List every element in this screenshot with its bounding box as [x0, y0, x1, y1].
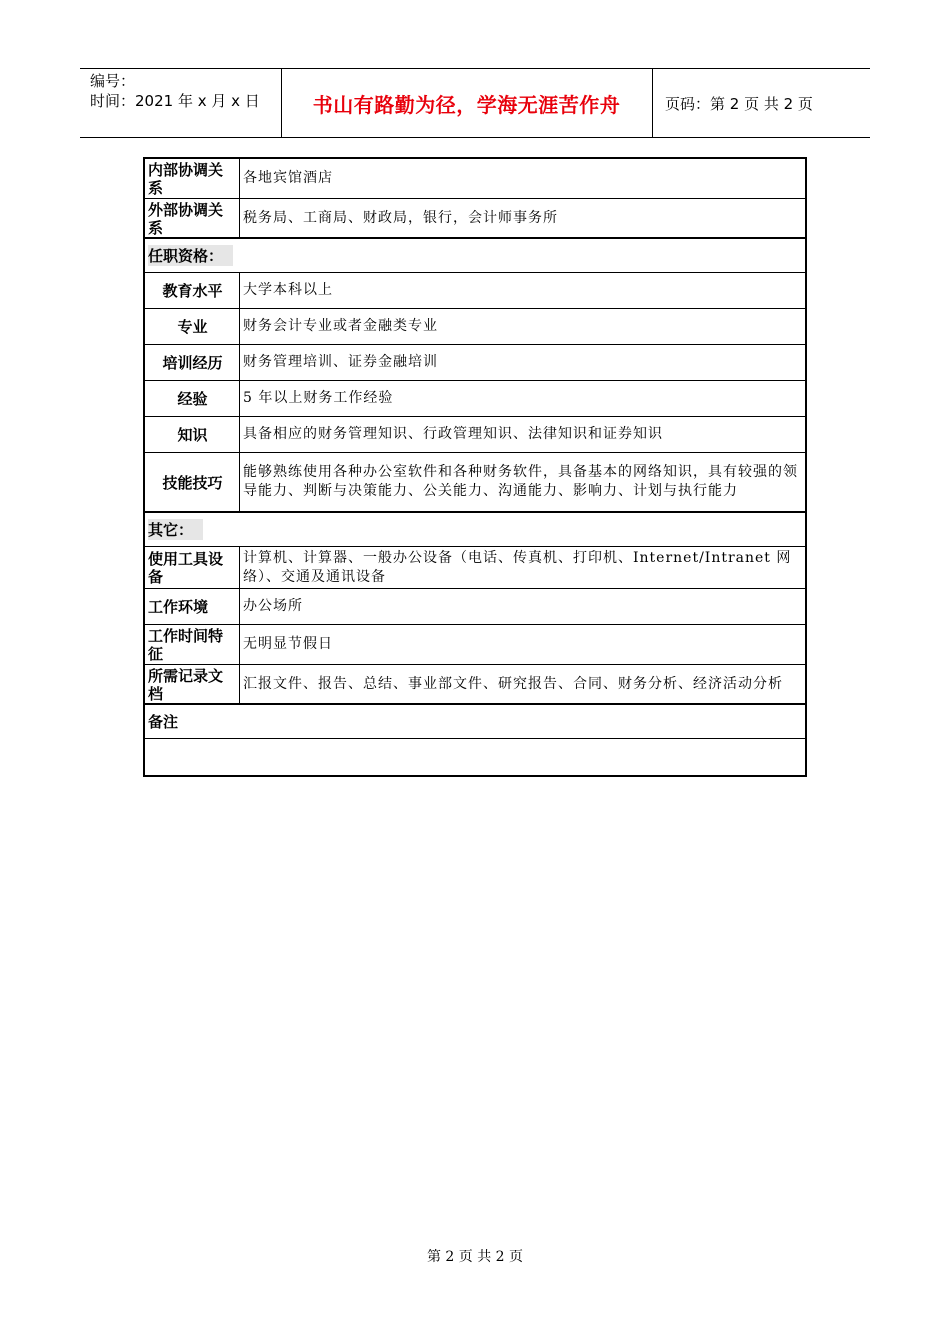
row-value: 5 年以上财务工作经验 — [243, 390, 394, 406]
row-value: 各地宾馆酒店 — [243, 170, 333, 186]
row-value: 财务会计专业或者金融类专业 — [243, 318, 438, 334]
table-row — [145, 199, 805, 239]
row-label: 内部协调关系 — [145, 159, 240, 198]
notes-value — [145, 739, 805, 775]
header-motto: 书山有路勤为径，学海无涯苦作舟 — [281, 69, 653, 137]
header-meta — [80, 69, 282, 137]
row-value: 无明显节假日 — [243, 636, 333, 652]
section-title: 备注 — [148, 713, 179, 731]
row-value: 能够熟练使用各种办公室软件和各种财务软件，具备基本的网络知识，具有较强的领导能力、判断与决策能力、公关能力、沟通能力、影响力、计划与执行能力 — [243, 464, 798, 499]
section-heading-qualifications — [145, 239, 805, 273]
section-heading-other — [145, 513, 805, 547]
section-title: 任职资格： — [148, 245, 233, 266]
row-label: 知识 — [145, 417, 240, 452]
row-label: 外部协调关系 — [145, 199, 240, 237]
row-label: 经验 — [145, 381, 240, 416]
row-value: 汇报文件、报告、总结、事业部文件、研究报告、合同、财务分析、经济活动分析 — [243, 675, 783, 692]
notes-content — [145, 739, 805, 775]
section-heading-notes — [145, 705, 805, 739]
row-value: 大学本科以上 — [243, 282, 333, 298]
table-row — [145, 381, 805, 417]
row-value: 税务局、工商局、财政局，银行，会计师事务所 — [243, 209, 558, 226]
header-page-info: 页码：第 2 页 共 2 页 — [665, 94, 813, 113]
document-date: 时间：2021 年 x 月 x 日 — [90, 92, 260, 110]
table-row — [145, 547, 805, 589]
row-value: 计算机、计算器、一般办公设备（电话、传真机、打印机、Internet/Intranet 网络）、交通及通讯设备 — [243, 549, 792, 585]
table-row — [145, 345, 805, 381]
table-row — [145, 589, 805, 625]
table-row — [145, 453, 805, 513]
table-row — [145, 309, 805, 345]
row-label: 工作环境 — [145, 589, 240, 624]
section-title: 其它： — [148, 519, 203, 540]
table-row — [145, 665, 805, 705]
row-label: 教育水平 — [145, 273, 240, 308]
table-row — [145, 625, 805, 665]
row-label: 技能技巧 — [145, 453, 240, 511]
row-label: 工作时间特征 — [145, 625, 240, 664]
document-number-label: 编号： — [90, 72, 136, 90]
row-label: 所需记录文档 — [145, 665, 240, 703]
row-value: 办公场所 — [243, 598, 303, 614]
page-footer: 第 2 页 共 2 页 — [426, 1249, 524, 1265]
table-row — [145, 417, 805, 453]
row-label: 培训经历 — [145, 345, 240, 380]
row-label: 专业 — [145, 309, 240, 344]
page-header — [80, 68, 870, 138]
table-row — [145, 273, 805, 309]
job-description-table — [143, 157, 807, 777]
row-value: 具备相应的财务管理知识、行政管理知识、法律知识和证券知识 — [243, 426, 663, 442]
row-label: 使用工具设备 — [145, 547, 240, 588]
row-value: 财务管理培训、证券金融培训 — [243, 354, 438, 370]
table-row — [145, 159, 805, 199]
